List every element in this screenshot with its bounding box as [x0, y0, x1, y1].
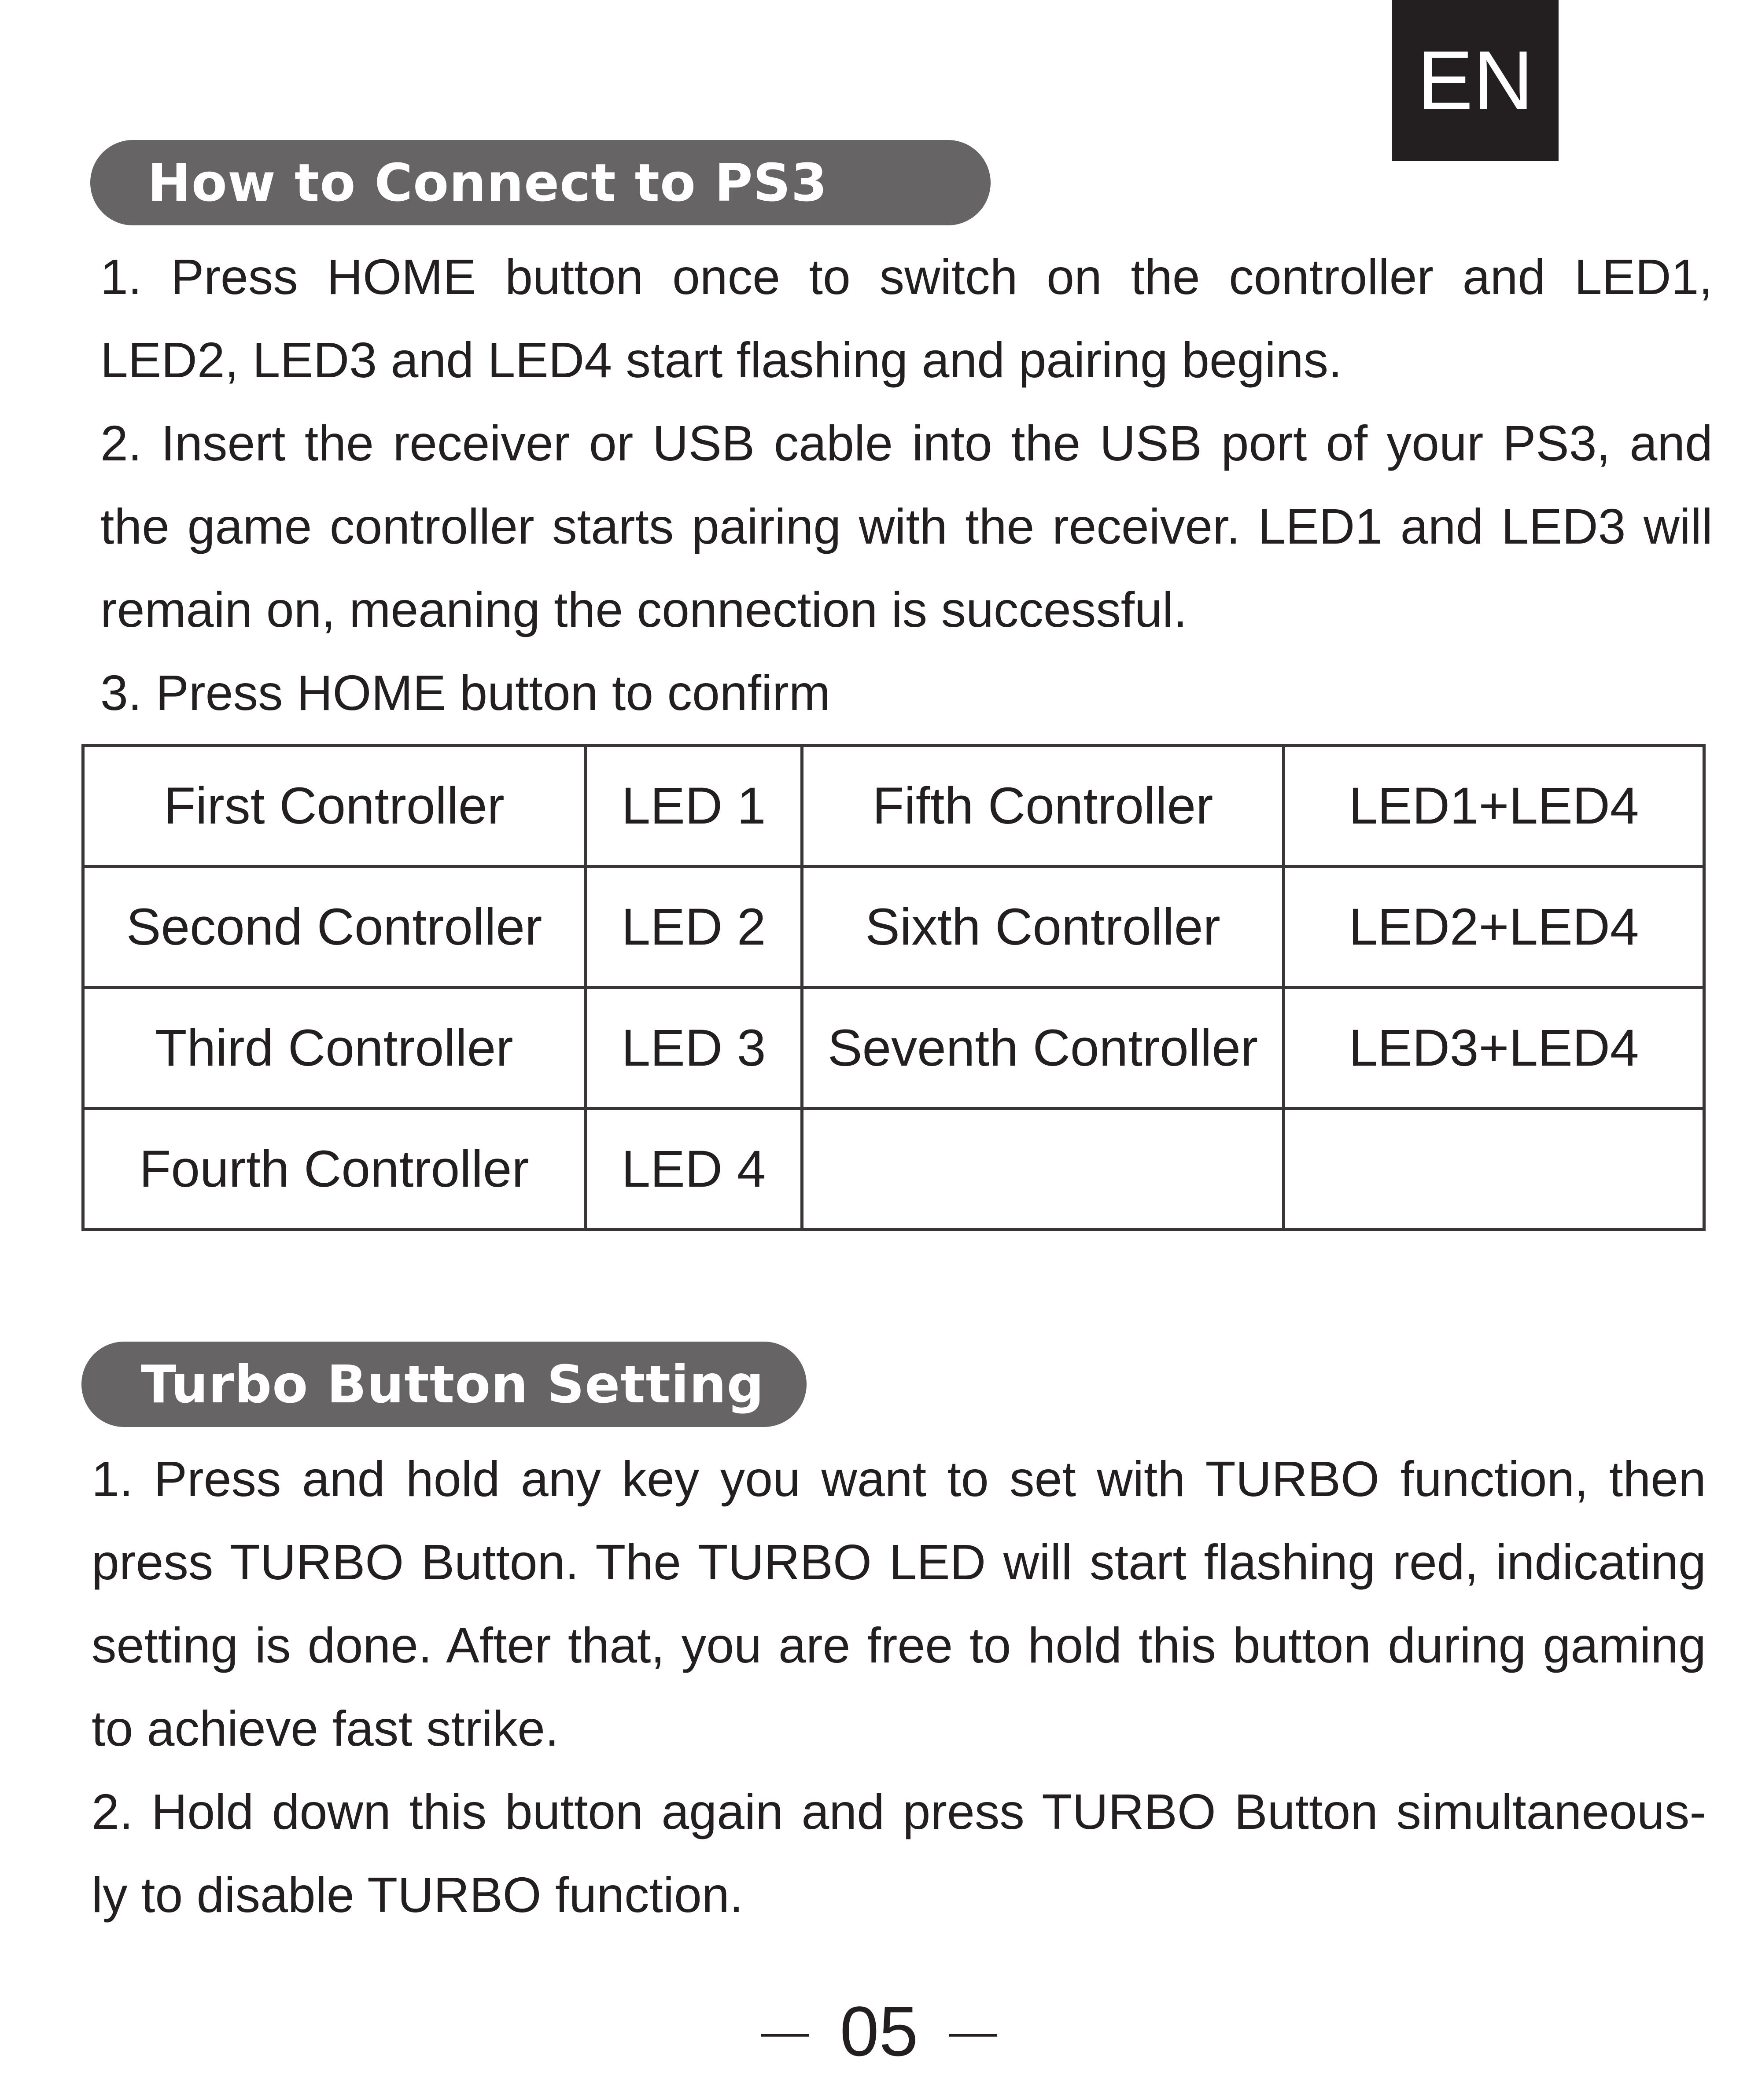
turbo-step-2-line-2: ly to disable TURBO function. — [92, 1867, 744, 1923]
page-number — [0, 1987, 1758, 2075]
table-cell: LED1+LED4 — [1284, 746, 1704, 867]
table-cell — [1284, 1109, 1704, 1230]
table-cell: LED 3 — [586, 988, 802, 1109]
table-cell: Seventh Controller — [802, 988, 1284, 1109]
turbo-step-1-line-4: to achieve fast strike. — [92, 1701, 559, 1756]
led-indicator-table — [81, 744, 1706, 1231]
language-tab: EN — [1392, 0, 1559, 161]
section-heading-turbo — [81, 1342, 807, 1427]
section-heading-ps3-label: How to Connect to PS3 — [147, 152, 828, 213]
ps3-step-1-line-2: LED2, LED3 and LED4 start flashing and pairing begins. — [100, 332, 1342, 388]
ps3-step-2-line-1: 2. Insert the receiver or USB cable into the USB port of your PS3, and — [100, 416, 1713, 471]
turbo-step-1-line-1: 1. Press and hold any key you want to set with TURBO function, then — [92, 1451, 1706, 1507]
table-row — [83, 988, 1704, 1109]
table-cell: LED 1 — [586, 746, 802, 867]
turbo-step-1-line-3: setting is done. After that, you are free to hold this button during gaming — [92, 1618, 1706, 1673]
table-cell: LED2+LED4 — [1284, 867, 1704, 988]
table-cell: Fourth Controller — [83, 1109, 586, 1230]
table-cell: Third Controller — [83, 988, 586, 1109]
table-cell: Second Controller — [83, 867, 586, 988]
table-cell: First Controller — [83, 746, 586, 867]
section-heading-ps3 — [90, 140, 991, 225]
page-number-value: 05 — [840, 1992, 918, 2071]
table-row — [83, 1109, 1704, 1230]
table-cell: Fifth Controller — [802, 746, 1284, 867]
ps3-step-2-line-2: the game controller starts pairing with the receiver. LED1 and LED3 will — [100, 499, 1713, 554]
turbo-step-2-line-1: 2. Hold down this button again and press TURBO Button simultaneous- — [92, 1784, 1706, 1839]
section-heading-turbo-label: Turbo Button Setting — [141, 1354, 765, 1415]
page-number-dash-right — [949, 2034, 997, 2037]
table-row — [83, 867, 1704, 988]
turbo-step-1-line-2: press TURBO Button. The TURBO LED will start flashing red, indicating — [92, 1534, 1706, 1590]
table-cell: LED 4 — [586, 1109, 802, 1230]
ps3-step-1-line-1: 1. Press HOME button once to switch on the controller and LED1, — [100, 249, 1713, 305]
table-cell: LED 2 — [586, 867, 802, 988]
page-number-dash-left — [761, 2034, 809, 2037]
table-cell — [802, 1109, 1284, 1230]
table-cell: Sixth Controller — [802, 867, 1284, 988]
ps3-step-3-line-1: 3. Press HOME button to confirm — [100, 665, 830, 721]
table-row — [83, 746, 1704, 867]
table-cell: LED3+LED4 — [1284, 988, 1704, 1109]
ps3-step-2-line-3: remain on, meaning the connection is successful. — [100, 582, 1187, 637]
